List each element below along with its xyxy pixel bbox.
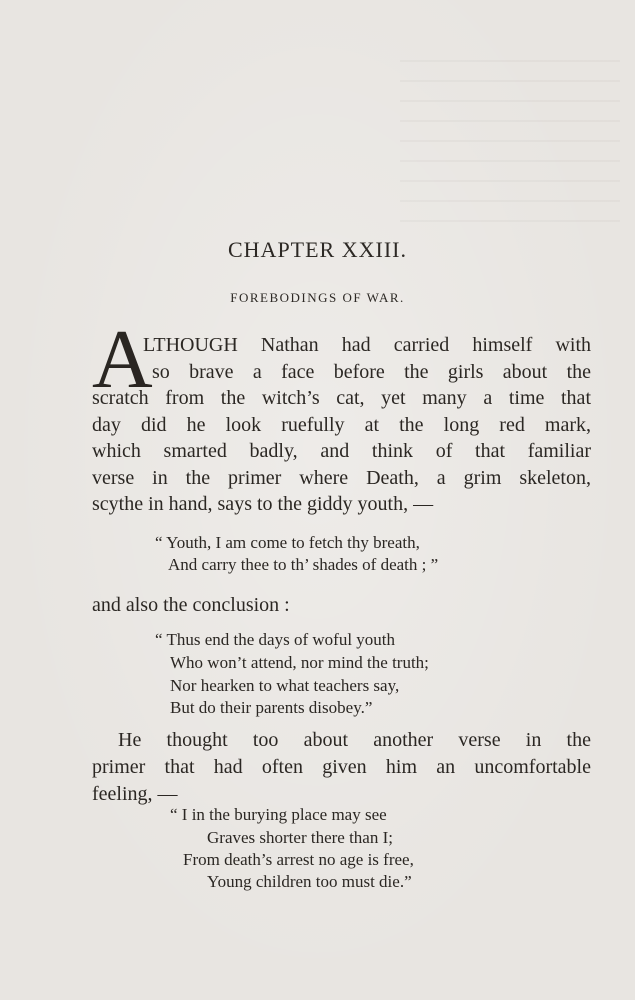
verse-line: And carry thee to th’ shades of death ; ”: [168, 555, 439, 574]
paragraph-line: He thought too about another verse in the: [118, 729, 591, 751]
paragraph-line: day did he look ruefully at the long red mark,: [92, 414, 591, 436]
verse-line: “ Thus end the days of woful youth: [155, 630, 396, 649]
chapter-subtitle: FOREBODINGS OF WAR.: [230, 290, 405, 305]
paragraph-line: so brave a face before the girls about the: [152, 361, 591, 383]
drop-cap: A: [92, 313, 153, 406]
chapter-title: CHAPTER XXIII.: [228, 237, 407, 262]
verse-line: Nor hearken to what teachers say,: [170, 676, 400, 695]
verse-line: Graves shorter there than I;: [207, 828, 393, 847]
paragraph-line: feeling, —: [92, 783, 178, 805]
paragraph-line: verse in the primer where Death, a grim skeleton,: [92, 467, 591, 489]
verse-line: But do their parents disobey.”: [170, 698, 373, 717]
show-through-text: [400, 60, 620, 230]
paragraph-line: LTHOUGH Nathan had carried himself with: [143, 334, 591, 356]
verse-line: “ Youth, I am come to fetch thy breath,: [155, 533, 420, 552]
paragraph-line: which smarted badly, and think of that familiar: [92, 440, 591, 462]
paragraph-line: primer that had often given him an uncomfortable: [92, 756, 591, 778]
verse-line: Who won’t attend, nor mind the truth;: [170, 653, 429, 672]
verse-line: Young children too must die.”: [207, 872, 412, 891]
paragraph-line: scythe in hand, says to the giddy youth, —: [92, 493, 434, 515]
verse-line: “ I in the burying place may see: [170, 805, 387, 824]
verse-line: From death’s arrest no age is free,: [183, 850, 414, 869]
transition-line: and also the conclusion :: [92, 594, 290, 616]
paragraph-line: scratch from the witch’s cat, yet many a time that: [92, 387, 591, 409]
